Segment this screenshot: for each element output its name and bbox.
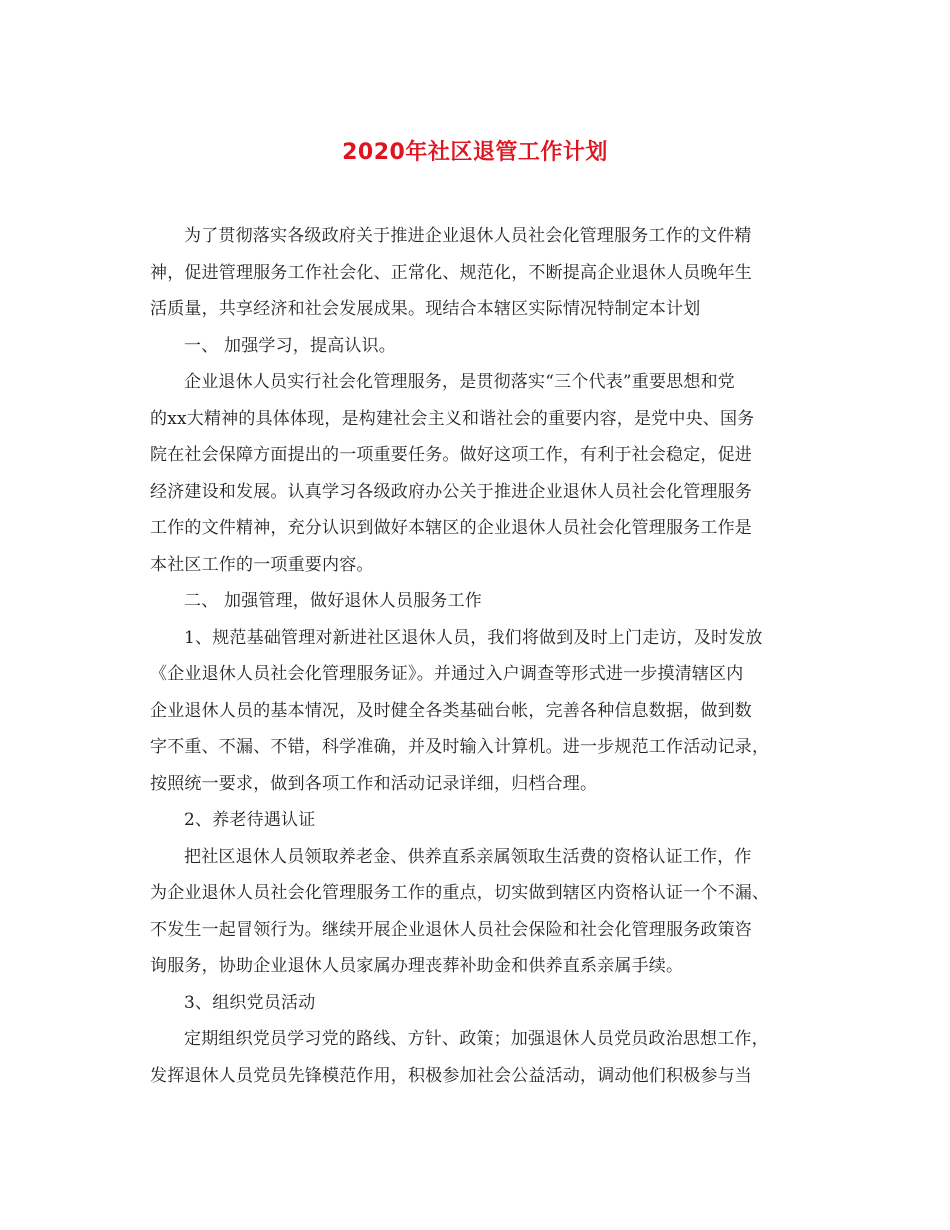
document-title: 2020年社区退管工作计划 [342,140,608,165]
text-line: 《企业退休人员社会化管理服务证》。并通过入户调查等形式进一步摸清辖区内 [150,664,744,684]
text-line: 的xx大精神的具体体现，是构建社会主义和谐社会的重要内容，是党中央、国务 [150,408,755,429]
text-line: 定期组织党员学习党的路线、方针、政策；加强退休人员党员政治思想工作， [184,1029,769,1049]
document-body [150,218,800,1094]
text-line: 把社区退休人员领取养老金、供养直系亲属领取生活费的资格认证工作，作 [184,846,752,867]
text-line: 3、组织党员活动 [184,992,316,1013]
text-line: 不发生一起冒领行为。继续开展企业退休人员社会保险和社会化管理服务政策咨 [150,919,752,940]
text-line: 企业退休人员实行社会化管理服务，是贯彻落实“三个代表”重要思想和党 [184,372,735,392]
text-line: 企业退休人员的基本情况，及时健全各类基础台帐，完善各种信息数据，做到数 [150,700,752,721]
text-line: 工作的文件精神，充分认识到做好本辖区的企业退休人员社会化管理服务工作是 [150,518,752,538]
text-line: 为了贯彻落实各级政府关于推进企业退休人员社会化管理服务工作的文件精 [184,226,752,246]
text-line: 本社区工作的一项重要内容。 [150,554,374,575]
text-line: 为企业退休人员社会化管理服务工作的重点，切实做到辖区内资格认证一个不漏、 [150,883,770,903]
text-line: 一、 加强学习，提高认识。 [184,335,397,356]
text-line: 活质量，共享经济和社会发展成果。现结合本辖区实际情况特制定本计划 [150,299,701,319]
text-line: 院在社会保障方面提出的一项重要任务。做好这项工作，有利于社会稳定，促进 [150,445,752,465]
text-line: 1、规范基础管理对新进社区退休人员，我们将做到及时上门走访，及时发放 [184,627,763,648]
text-line: 按照统一要求，做到各项工作和活动记录详细，归档合理。 [150,773,598,794]
text-line: 询服务，协助企业退休人员家属办理丧葬补助金和供养直系亲属手续。 [150,956,684,976]
text-line: 二、 加强管理，做好退休人员服务工作 [184,591,483,611]
text-line: 经济建设和发展。认真学习各级政府办公关于推进企业退休人员社会化管理服务 [150,481,752,502]
text-line: 发挥退休人员党员先锋模范作用，积极参加社会公益活动，调动他们积极参与当 [150,1065,752,1086]
text-line: 2、养老待遇认证 [184,810,316,830]
text-line: 神，促进管理服务工作社会化、正常化、规范化，不断提高企业退休人员晚年生 [150,262,752,283]
text-line: 字不重、不漏、不错，科学准确，并及时输入计算机。进一步规范工作活动记录， [150,737,770,757]
